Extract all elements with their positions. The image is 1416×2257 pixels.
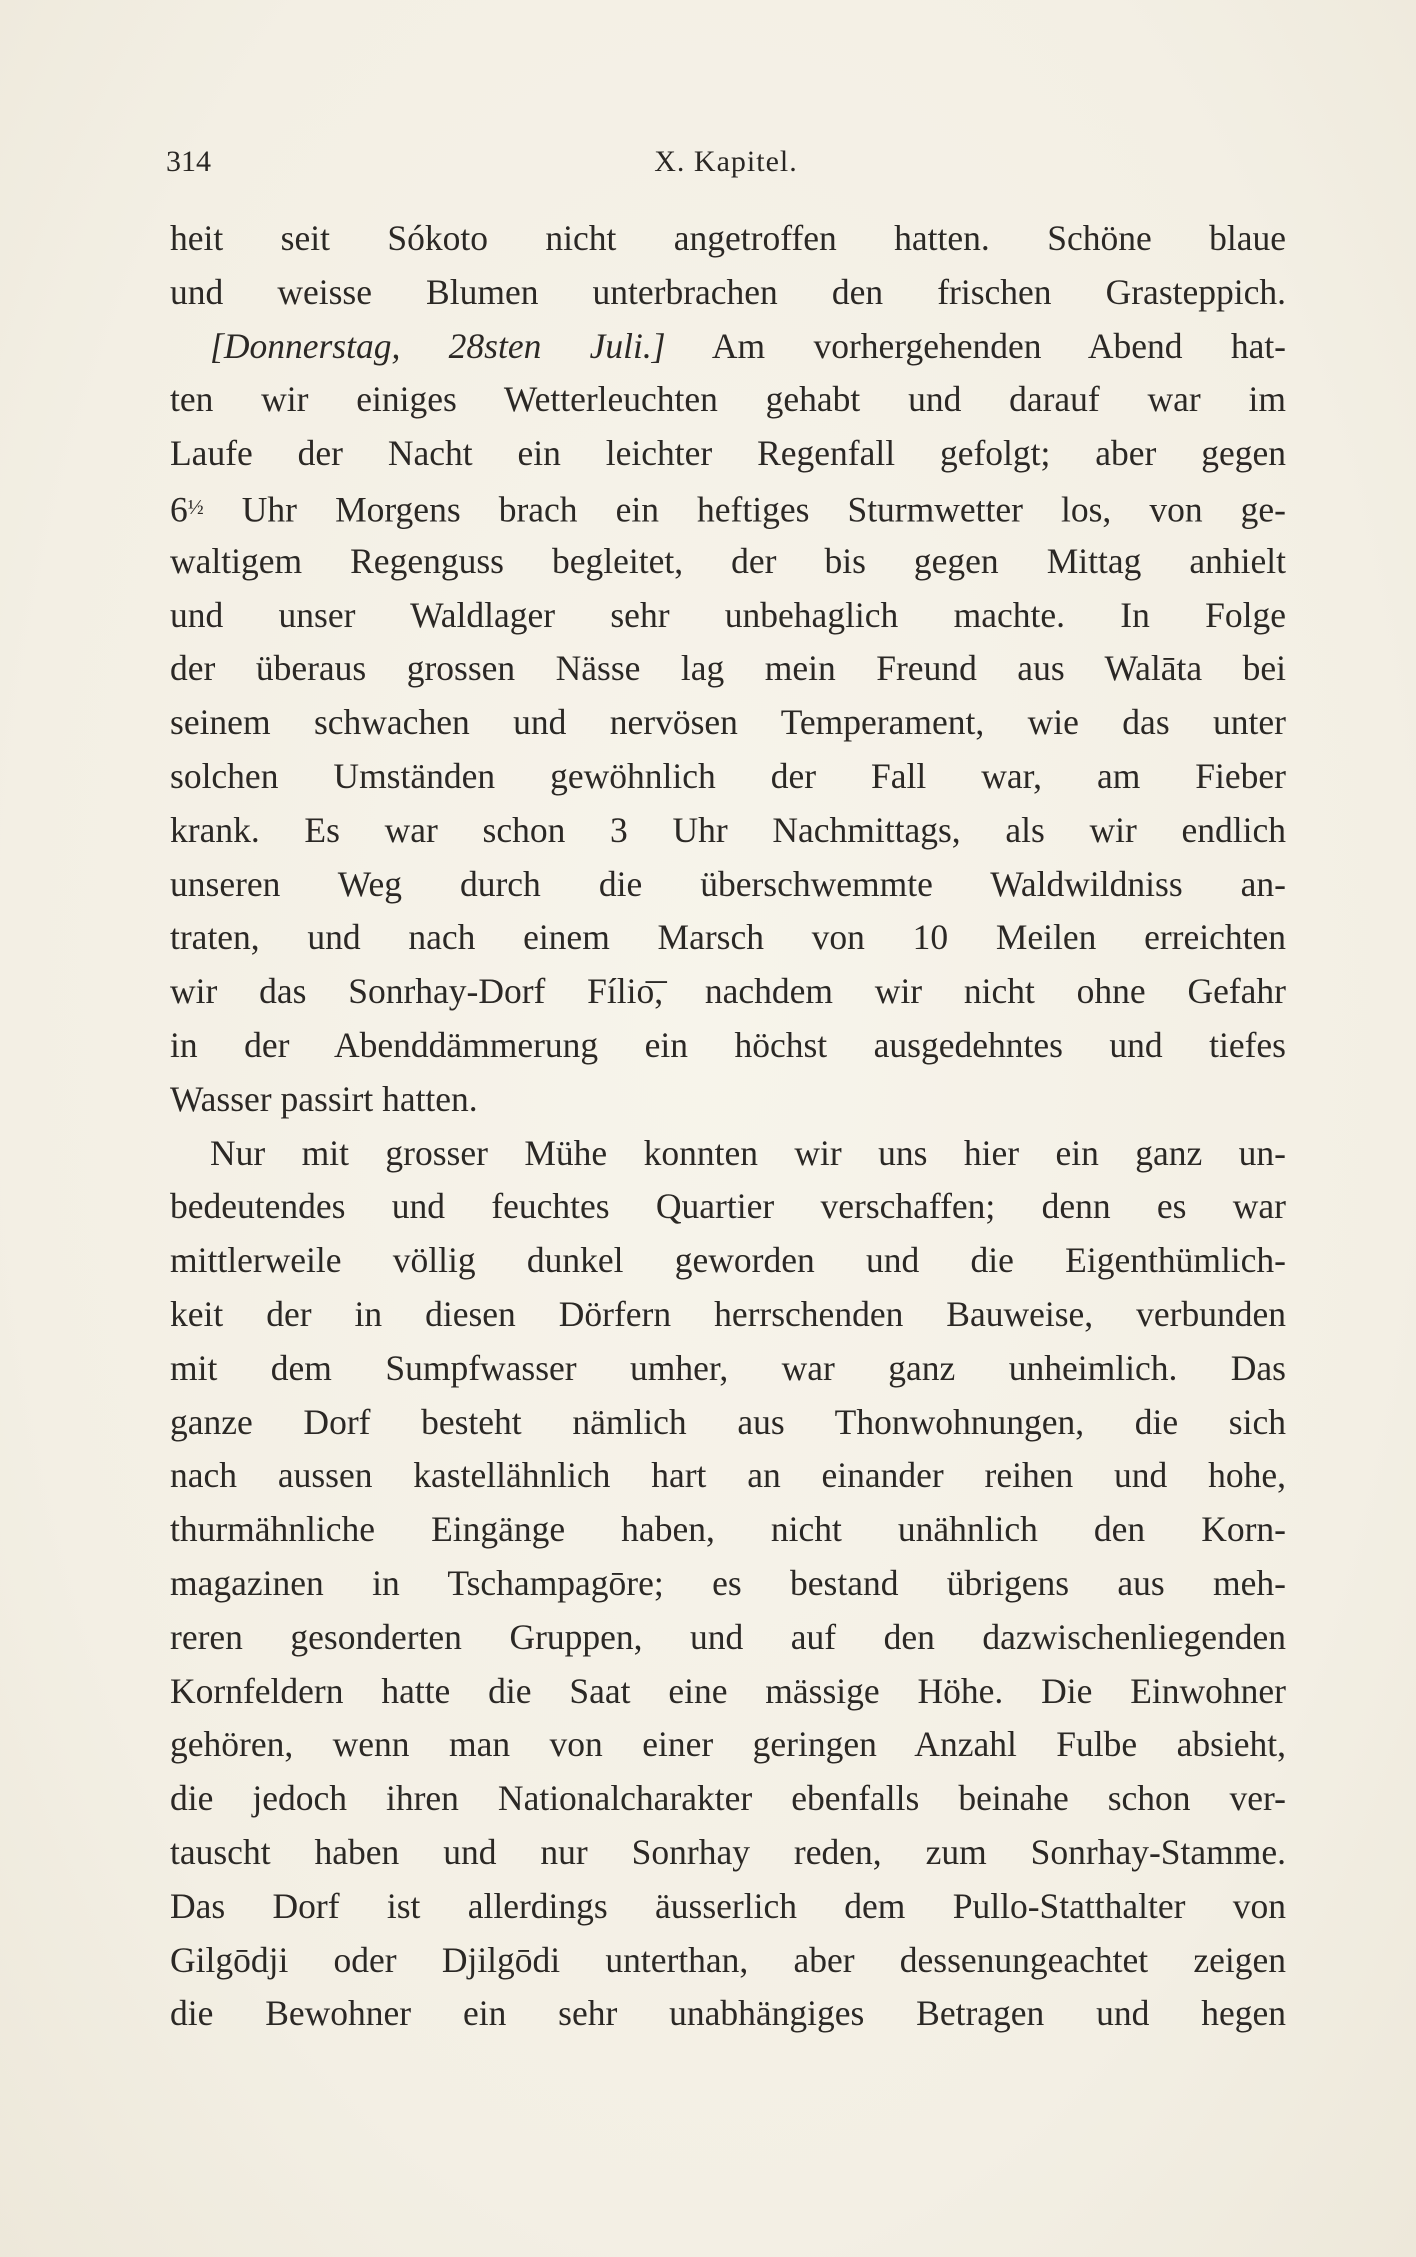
text-line: Das Dorf ist allerdings äusserlich dem Pullo-Statthalter von (170, 1885, 1286, 1926)
text-line: heit seit Sókoto nicht angetroffen hatten. Schöne blaue (170, 218, 1286, 258)
chapter-title: X. Kapitel. (654, 145, 798, 178)
text-line: Laufe der Nacht ein leichter Regenfall gefolgt; aber gegen (170, 433, 1286, 474)
text-line-segment: Uhr Morgens brach ein heftiges Sturmwetter los, von ge- (241, 489, 1286, 530)
text-line: traten, und nach einem Marsch von 10 Meilen erreichten (170, 917, 1286, 958)
body-text (170, 212, 1286, 2041)
text-line: die Bewohner ein sehr unabhängiges Betragen und hegen (170, 1993, 1286, 2034)
text-line: bedeutendes und feuchtes Quartier verschaffen; denn es war (170, 1186, 1286, 1227)
hour-number: 6 (170, 489, 188, 530)
text-line: solchen Umständen gewöhnlich der Fall war, am Fieber (170, 755, 1286, 796)
text-line: waltigem Regenguss begleitet, der bis gegen Mittag anhielt (170, 540, 1286, 581)
text-line: magazinen in Tschampagōre; es bestand übrigens aus meh- (170, 1562, 1286, 1603)
text-line: Gilgōdji oder Djilgōdi unterthan, aber dessenungeachtet zeigen (170, 1939, 1286, 1980)
text-line: tauscht haben und nur Sonrhay reden, zum Sonrhay-Stamme. (170, 1831, 1286, 1872)
text-line: thurmähnliche Eingänge haben, nicht unähnlich den Korn- (170, 1509, 1286, 1550)
page-number: 314 (166, 145, 211, 178)
date-marker: [Donnerstag, 28sten Juli.] (210, 325, 666, 366)
text-line: seinem schwachen und nervösen Temperament, wie das unter (170, 702, 1286, 743)
text-line: mit dem Sumpfwasser umher, war ganz unheimlich. Das (170, 1347, 1286, 1388)
text-line: der überaus grossen Nässe lag mein Freund aus Walāta bei (170, 648, 1286, 689)
text-line: in der Abenddämmerung ein höchst ausgedehntes und tiefes (170, 1024, 1286, 1065)
text-line-segment: Am vorhergehenden Abend hat- (711, 325, 1287, 366)
text-line: Kornfeldern hatte die Saat eine mässige Höhe. Die Einwohner (170, 1670, 1286, 1711)
fraction: ½ (187, 494, 204, 519)
text-line: Nur mit grosser Mühe konnten wir uns hier ein ganz un- (210, 1132, 1286, 1173)
text-line: die jedoch ihren Nationalcharakter ebenfalls beinahe schon ver- (170, 1778, 1286, 1819)
text-line: krank. Es war schon 3 Uhr Nachmittags, als wir endlich (170, 809, 1286, 850)
text-line: gehören, wenn man von einer geringen Anzahl Fulbe absieht, (170, 1724, 1286, 1765)
text-line: keit der in diesen Dörfern herrschenden Bauweise, verbunden (170, 1293, 1286, 1334)
text-line (170, 320, 1286, 374)
text-line: ganze Dorf besteht nämlich aus Thonwohnungen, die sich (170, 1401, 1286, 1442)
running-head (166, 142, 1286, 182)
text-line: unseren Weg durch die überschwemmte Waldwildniss an- (170, 863, 1286, 904)
text-line: und weisse Blumen unterbrachen den frischen Grasteppich. (170, 271, 1286, 312)
text-line: mittlerweile völlig dunkel geworden und die Eigenthümlich- (170, 1240, 1286, 1281)
text-line: reren gesonderten Gruppen, und auf den dazwischenliegenden (170, 1616, 1286, 1657)
text-line: ten wir einiges Wetterleuchten gehabt und darauf war im (170, 379, 1286, 420)
text-line: nach aussen kastellähnlich hart an einander reihen und hohe, (170, 1455, 1286, 1496)
text-line (170, 481, 1286, 535)
text-line: wir das Sonrhay-Dorf Fílio͞, nachdem wir nicht ohne Gefahr (170, 971, 1286, 1012)
text-line: und unser Waldlager sehr unbehaglich machte. In Folge (170, 594, 1286, 635)
text-line: Wasser passirt hatten. (170, 1078, 478, 1119)
